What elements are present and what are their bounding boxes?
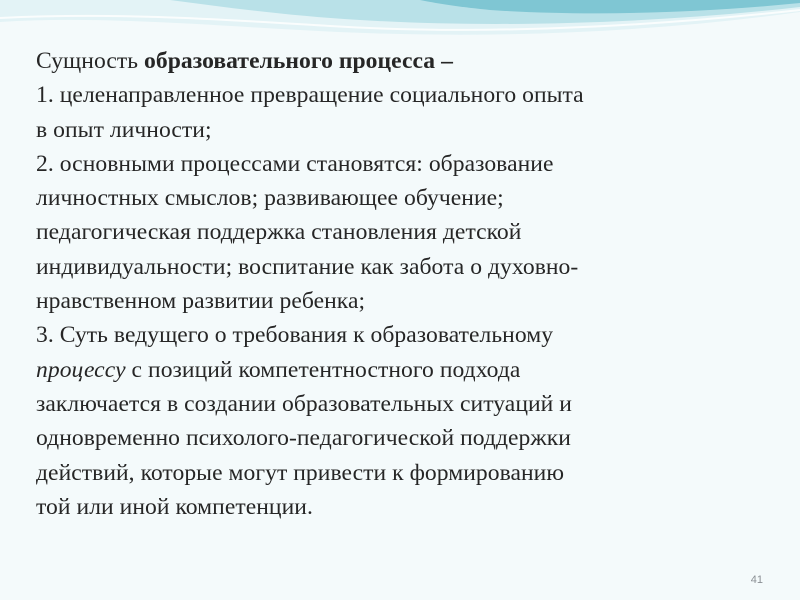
heading-prefix: Сущность [36,48,145,74]
italic-line-rest: с позиций компетентностного подхода [125,356,521,383]
heading-bold: образовательного процесса – [144,48,453,74]
text-line: нравственном развитии ребенка; [36,288,366,315]
text-line: одновременно психолого-педагогической поддержки [36,425,571,452]
slide-body [36,44,766,524]
page-number: 41 [750,574,763,586]
text-line: в опыт личности; [36,116,212,143]
text-line: индивидуальности; воспитание как забота о духовно- [36,253,579,280]
text-line: 1. целенаправленное превращение социального опыта [36,82,584,109]
heading-line [36,44,766,78]
text-line: той или иной компетенции. [36,493,313,520]
text-line: заключается в создании образовательных ситуаций и [36,390,572,417]
text-line: 3. Суть ведущего о требования к образовательному [36,322,554,349]
text-line: 2. основными процессами становятся: образование [36,150,554,177]
italic-text-line [36,353,766,387]
italic-word: процессу [36,356,126,383]
text-line: действий, которые могут привести к формированию [36,459,565,486]
text-line: личностных смыслов; развивающее обучение; [36,185,504,212]
text-line: педагогическая поддержка становления детской [36,219,522,246]
